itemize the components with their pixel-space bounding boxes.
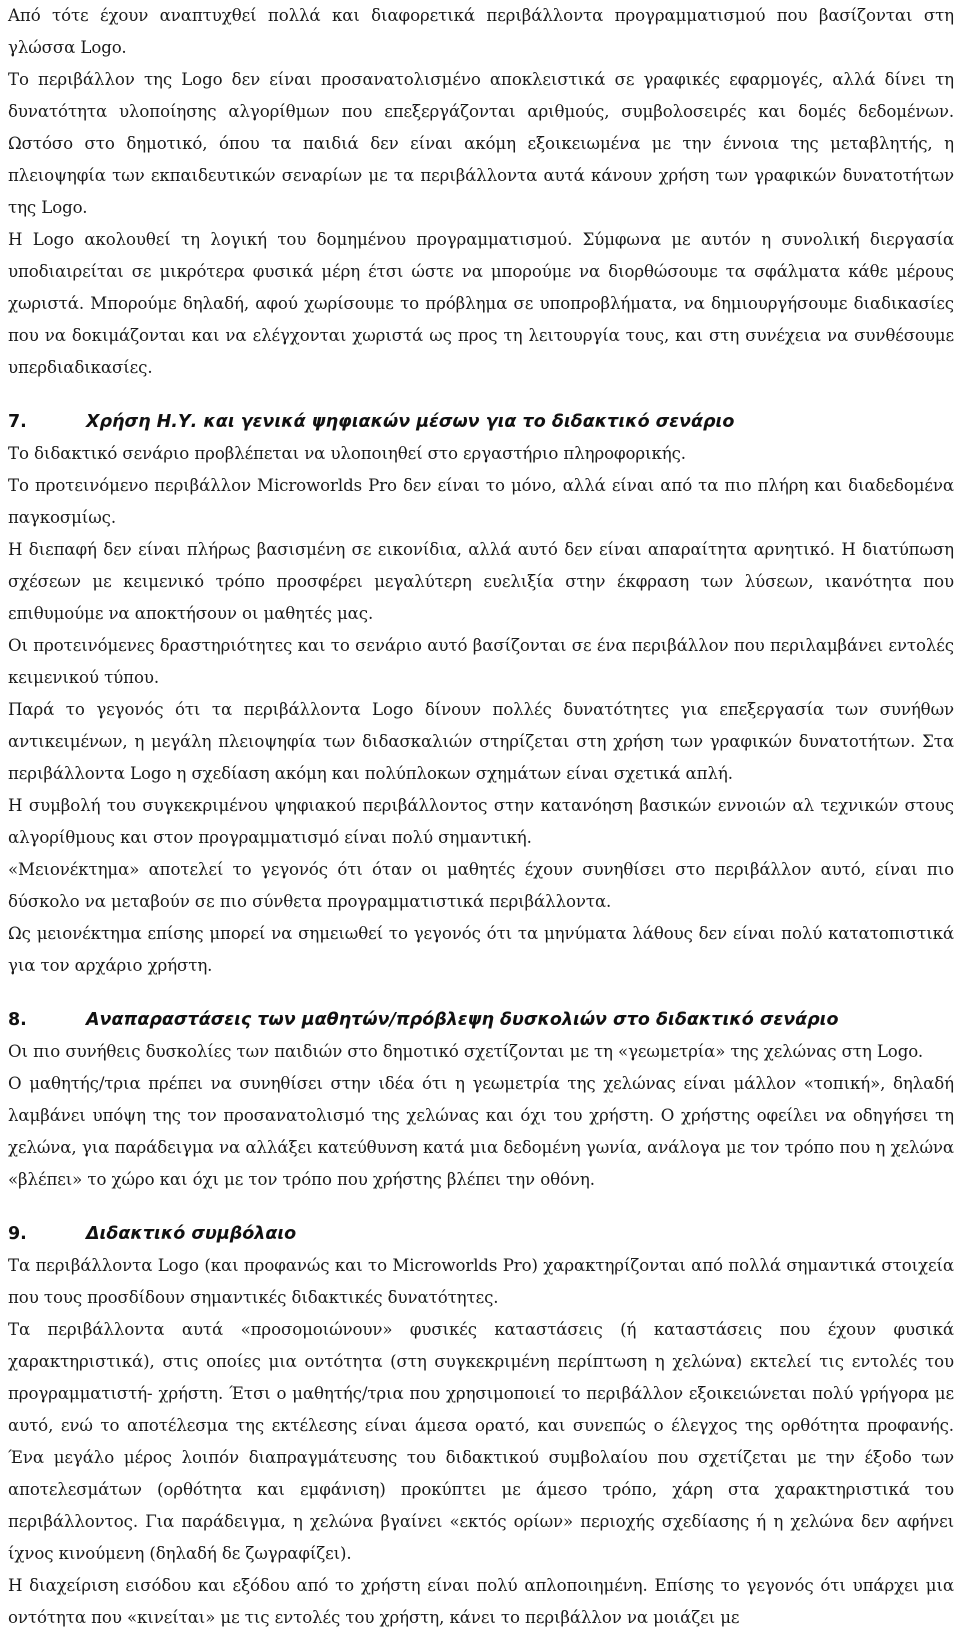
section-8-paragraph: Ο μαθητής/τρια πρέπει να συνηθίσει στην ιδέα ότι η γεωμετρία της χελώνας είναι μάλλον «τοπική», δηλαδή λαμβάνει υπόψη της τον προσανατολισμό της χελώνας και όχι του χρήστη. Ο χρήστης οφείλει να οδηγήσει τη χελώνα, για παράδειγμα να αλλάξει κατεύθυνση κατά μια δεδομένη γωνία, ανάλογα με τον τρόπο που η χελώνα «βλέπει» το χώρο και όχι με τον τρόπο που χρήστης βλέπει την οθόνη. (8, 1074, 954, 1189)
section-7-paragraph: «Μειονέκτημα» αποτελεί το γεγονός ότι όταν οι μαθητές έχουν συνηθίσει στο περιβάλλον αυτό, είναι πιο δύσκολο να μεταβούν σε πιο σύνθετα προγραμματιστικά περιβάλλοντα. (8, 860, 954, 911)
section-9-paragraph: Η διαχείριση εισόδου και εξόδου από το χρήστη είναι πολύ απλοποιημένη. Επίσης το γεγονός ότι υπάρχει μια οντότητα που «κινείται» με τις εντολές του χρήστη, κάνει το περιβάλλον να μοιάζει με (8, 1576, 954, 1627)
section-7-paragraph: Το διδακτικό σενάριο προβλέπεται να υλοποιηθεί στο εργαστήριο πληροφορικής. (8, 444, 686, 463)
section-8-paragraph: Οι πιο συνήθεις δυσκολίες των παιδιών στο δημοτικό σχετίζονται με τη «γεωμετρία» της χελώνας στη Logo. (8, 1042, 923, 1061)
spacer (8, 1196, 954, 1218)
section-9-paragraph: Τα περιβάλλοντα Logo (και προφανώς και το Microworlds Pro) χαρακτηρίζονται από πολλά σημαντικά στοιχεία που τους προσδίδουν σημαντικές διδακτικές δυνατότητες. (8, 1256, 954, 1307)
section-9-paragraph: Τα περιβάλλοντα αυτά «προσομοιώνουν» φυσικές καταστάσεις (ή καταστάσεις που έχουν φυσικά χαρακτηριστικά), στις οποίες μια οντότητα (στη συγκεκριμένη περίπτωση η χελώνα) εκτελεί τις εντολές του προγραμματιστή- χρήστη. Έτσι ο μαθητής/τρια που χρησιμοποιεί το περιβάλλον εξοικειώνεται πολύ γρήγορα με αυτό, ενώ το αποτέλεσμα της εκτέλεσης είναι άμεσα ορατό, και συνεπώς ο έλεγχος της ορθότητα προφανής. Ένα μεγάλο μέρος λοιπόν διαπραγμάτευσης του διδακτικού συμβολαίου που σχετίζεται με την έξοδο των αποτελεσμάτων (ορθότητα και εμφάνιση) προκύπτει με άμεσο τρόπο, χάρη στα χαρακτηριστικά του περιβάλλοντος. Για παράδειγμα, η χελώνα βγαίνει «εκτός ορίων» περιοχής σχεδίασης ή η χελώνα δεν αφήνει ίχνος κινούμενη (δηλαδή δε ζωγραφίζει). (8, 1320, 954, 1563)
section-8-heading (8, 1004, 954, 1036)
section-8-number: 8. (8, 1010, 27, 1030)
section-7-paragraph: Η συμβολή του συγκεκριμένου ψηφιακού περιβάλλοντος στην κατανόηση βασικών εννοιών αλ τεχνικών στους αλγορίθμους και στον προγραμματισμό είναι πολύ σημαντική. (8, 796, 954, 847)
section-8-title: Αναπαραστάσεις των μαθητών/πρόβλεψη δυσκολιών στο διδακτικό σενάριο (86, 1010, 839, 1030)
section-9-number: 9. (8, 1224, 27, 1244)
section-7-paragraph: Παρά το γεγονός ότι τα περιβάλλοντα Logo δίνουν πολλές δυνατότητες για επεξεργασία των συνήθων αντικειμένων, η μεγάλη πλειοψηφία των διδασκαλιών στηρίζεται στη χρήση των γραφικών δυνατοτήτων. Στα περιβάλλοντα Logo η σχεδίαση ακόμη και πολύπλοκων σχημάτων είναι σχετικά απλή. (8, 700, 954, 783)
section-7-heading (8, 406, 954, 438)
section-7-number: 7. (8, 412, 27, 432)
spacer (8, 384, 954, 406)
section-7-title: Χρήση Η.Υ. και γενικά ψηφιακών μέσων για το διδακτικό σενάριο (86, 412, 735, 432)
section-9-heading (8, 1218, 954, 1250)
intro-paragraph-1: Από τότε έχουν αναπτυχθεί πολλά και διαφορετικά περιβάλλοντα προγραμματισμού που βασίζονται στη γλώσσα Logo. (8, 6, 954, 57)
section-9-title: Διδακτικό συμβόλαιο (86, 1224, 297, 1244)
section-7-paragraph: Η διεπαφή δεν είναι πλήρως βασισμένη σε εικονίδια, αλλά αυτό δεν είναι απαραίτητα αρνητικό. Η διατύπωση σχέσεων με κειμενικό τρόπο προσφέρει μεγαλύτερη ευελιξία στην έκφραση των λύσεων, ικανότητα που επιθυμούμε να αποκτήσουν οι μαθητές μας. (8, 540, 954, 623)
document-page (8, 0, 954, 1634)
intro-paragraph-3: Η Logo ακολουθεί τη λογική του δομημένου προγραμματισμού. Σύμφωνα με αυτόν η συνολική διεργασία υποδιαιρείται σε μικρότερα φυσικά μέρη έτσι ώστε να μπορούμε να διορθώσουμε τα σφάλματα κάθε μέρους χωριστά. Μπορούμε δηλαδή, αφού χωρίσουμε το πρόβλημα σε υποπροβλήματα, να δημιουργήσουμε διαδικασίες που να δοκιμάζονται και να ελέγχονται χωριστά ως προς τη λειτουργία τους, και στη συνέχεια να συνθέσουμε υπερδιαδικασίες. (8, 230, 954, 377)
spacer (8, 982, 954, 1004)
section-7-paragraph: Οι προτεινόμενες δραστηριότητες και το σενάριο αυτό βασίζονται σε ένα περιβάλλον που περιλαμβάνει εντολές κειμενικού τύπου. (8, 636, 954, 687)
section-7-paragraph: Το προτεινόμενο περιβάλλον Microworlds Pro δεν είναι το μόνο, αλλά είναι από τα πιο πλήρη και διαδεδομένα παγκοσμίως. (8, 476, 954, 527)
intro-paragraph-2: Το περιβάλλον της Logo δεν είναι προσανατολισμένο αποκλειστικά σε γραφικές εφαρμογές, αλλά δίνει τη δυνατότητα υλοποίησης αλγορίθμων που επεξεργάζονται αριθμούς, συμβολοσειρές και δομές δεδομένων. Ωστόσο στο δημοτικό, όπου τα παιδιά δεν είναι ακόμη εξοικειωμένα με την έννοια της μεταβλητής, η πλειοψηφία των εκπαιδευτικών σεναρίων με τα περιβάλλοντα αυτά κάνουν χρήση των γραφικών δυνατοτήτων της Logo. (8, 70, 954, 217)
section-7-paragraph: Ως μειονέκτημα επίσης μπορεί να σημειωθεί το γεγονός ότι τα μηνύματα λάθους δεν είναι πολύ κατατοπιστικά για τον αρχάριο χρήστη. (8, 924, 954, 975)
